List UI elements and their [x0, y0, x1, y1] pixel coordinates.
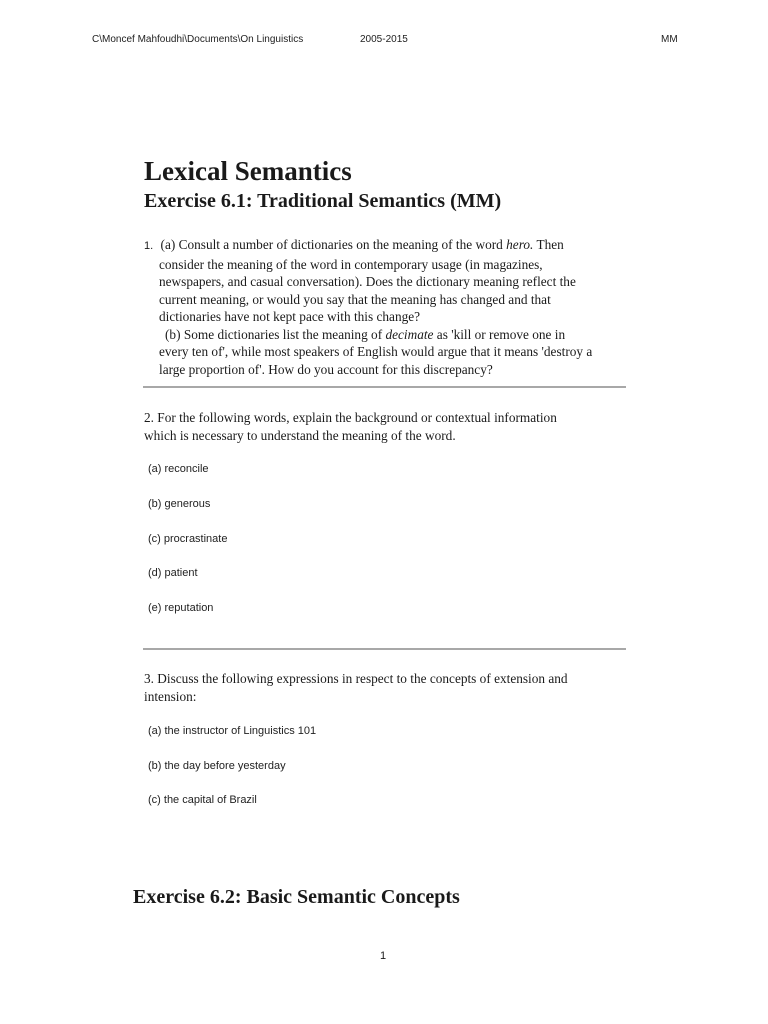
q1a-line: consider the meaning of the word in contemporary usage (in magazines, [159, 256, 543, 272]
q1b-line: large proportion of'. How do you account for this discrepancy? [159, 361, 493, 377]
page-number: 1 [379, 950, 387, 962]
question-1-line-a [144, 236, 614, 256]
q1b-text-end: as 'kill or remove one in [433, 326, 566, 342]
q1a-text-end: Then [533, 237, 564, 252]
question-1-line-b [144, 326, 614, 344]
question-3 [144, 670, 614, 705]
q2-list-item: (d) patient [148, 567, 198, 579]
question-2 [144, 409, 614, 444]
exercise-6-2-heading: Exercise 6.2: Basic Semantic Concepts [133, 886, 460, 908]
q3-line: intension: [144, 688, 197, 704]
header-file-path: C\Moncef Mahfoudhi\Documents\On Linguistics [92, 34, 304, 45]
exercise-6-1-heading: Exercise 6.1: Traditional Semantics (MM) [144, 190, 502, 212]
q1b-text-start: (b) Some dictionaries list the meaning of [165, 326, 386, 342]
q3-list-item: (b) the day before yesterday [148, 760, 286, 772]
q1b-line: every ten of', while most speakers of English would argue that it means 'destroy a [159, 344, 593, 359]
question-1 [144, 236, 614, 378]
q2-list-item: (a) reconcile [148, 463, 209, 475]
page-title: Lexical Semantics [144, 156, 352, 186]
q2-list-item: (c) procrastinate [148, 533, 228, 545]
section-divider [143, 386, 626, 388]
q2-line: 2. For the following words, explain the background or contextual information [144, 410, 557, 425]
q1a-text-start: (a) Consult a number of dictionaries on the meaning of the word [160, 237, 507, 252]
q3-list-item: (a) the instructor of Linguistics 101 [148, 725, 317, 737]
q1b-italic-word: decimate [385, 326, 434, 342]
question-1-number: 1. [144, 240, 154, 252]
header-initials: MM [661, 34, 678, 45]
q2-list-item: (b) generous [148, 498, 211, 510]
header-years: 2005-2015 [360, 34, 408, 45]
q2-list-item: (e) reputation [148, 602, 214, 614]
q1a-line: newspapers, and casual conversation). Does the dictionary meaning reflect the [159, 274, 576, 289]
q2-line: which is necessary to understand the meaning of the word. [144, 427, 456, 443]
q3-line: 3. Discuss the following expressions in respect to the concepts of extension and [144, 671, 568, 686]
section-divider [143, 648, 626, 650]
q1a-line: dictionaries have not kept pace with this change? [159, 309, 421, 324]
q1a-line: current meaning, or would you say that the meaning has changed and that [159, 291, 551, 307]
q3-list-item: (c) the capital of Brazil [148, 794, 257, 806]
q1a-italic-word: hero. [506, 237, 534, 252]
